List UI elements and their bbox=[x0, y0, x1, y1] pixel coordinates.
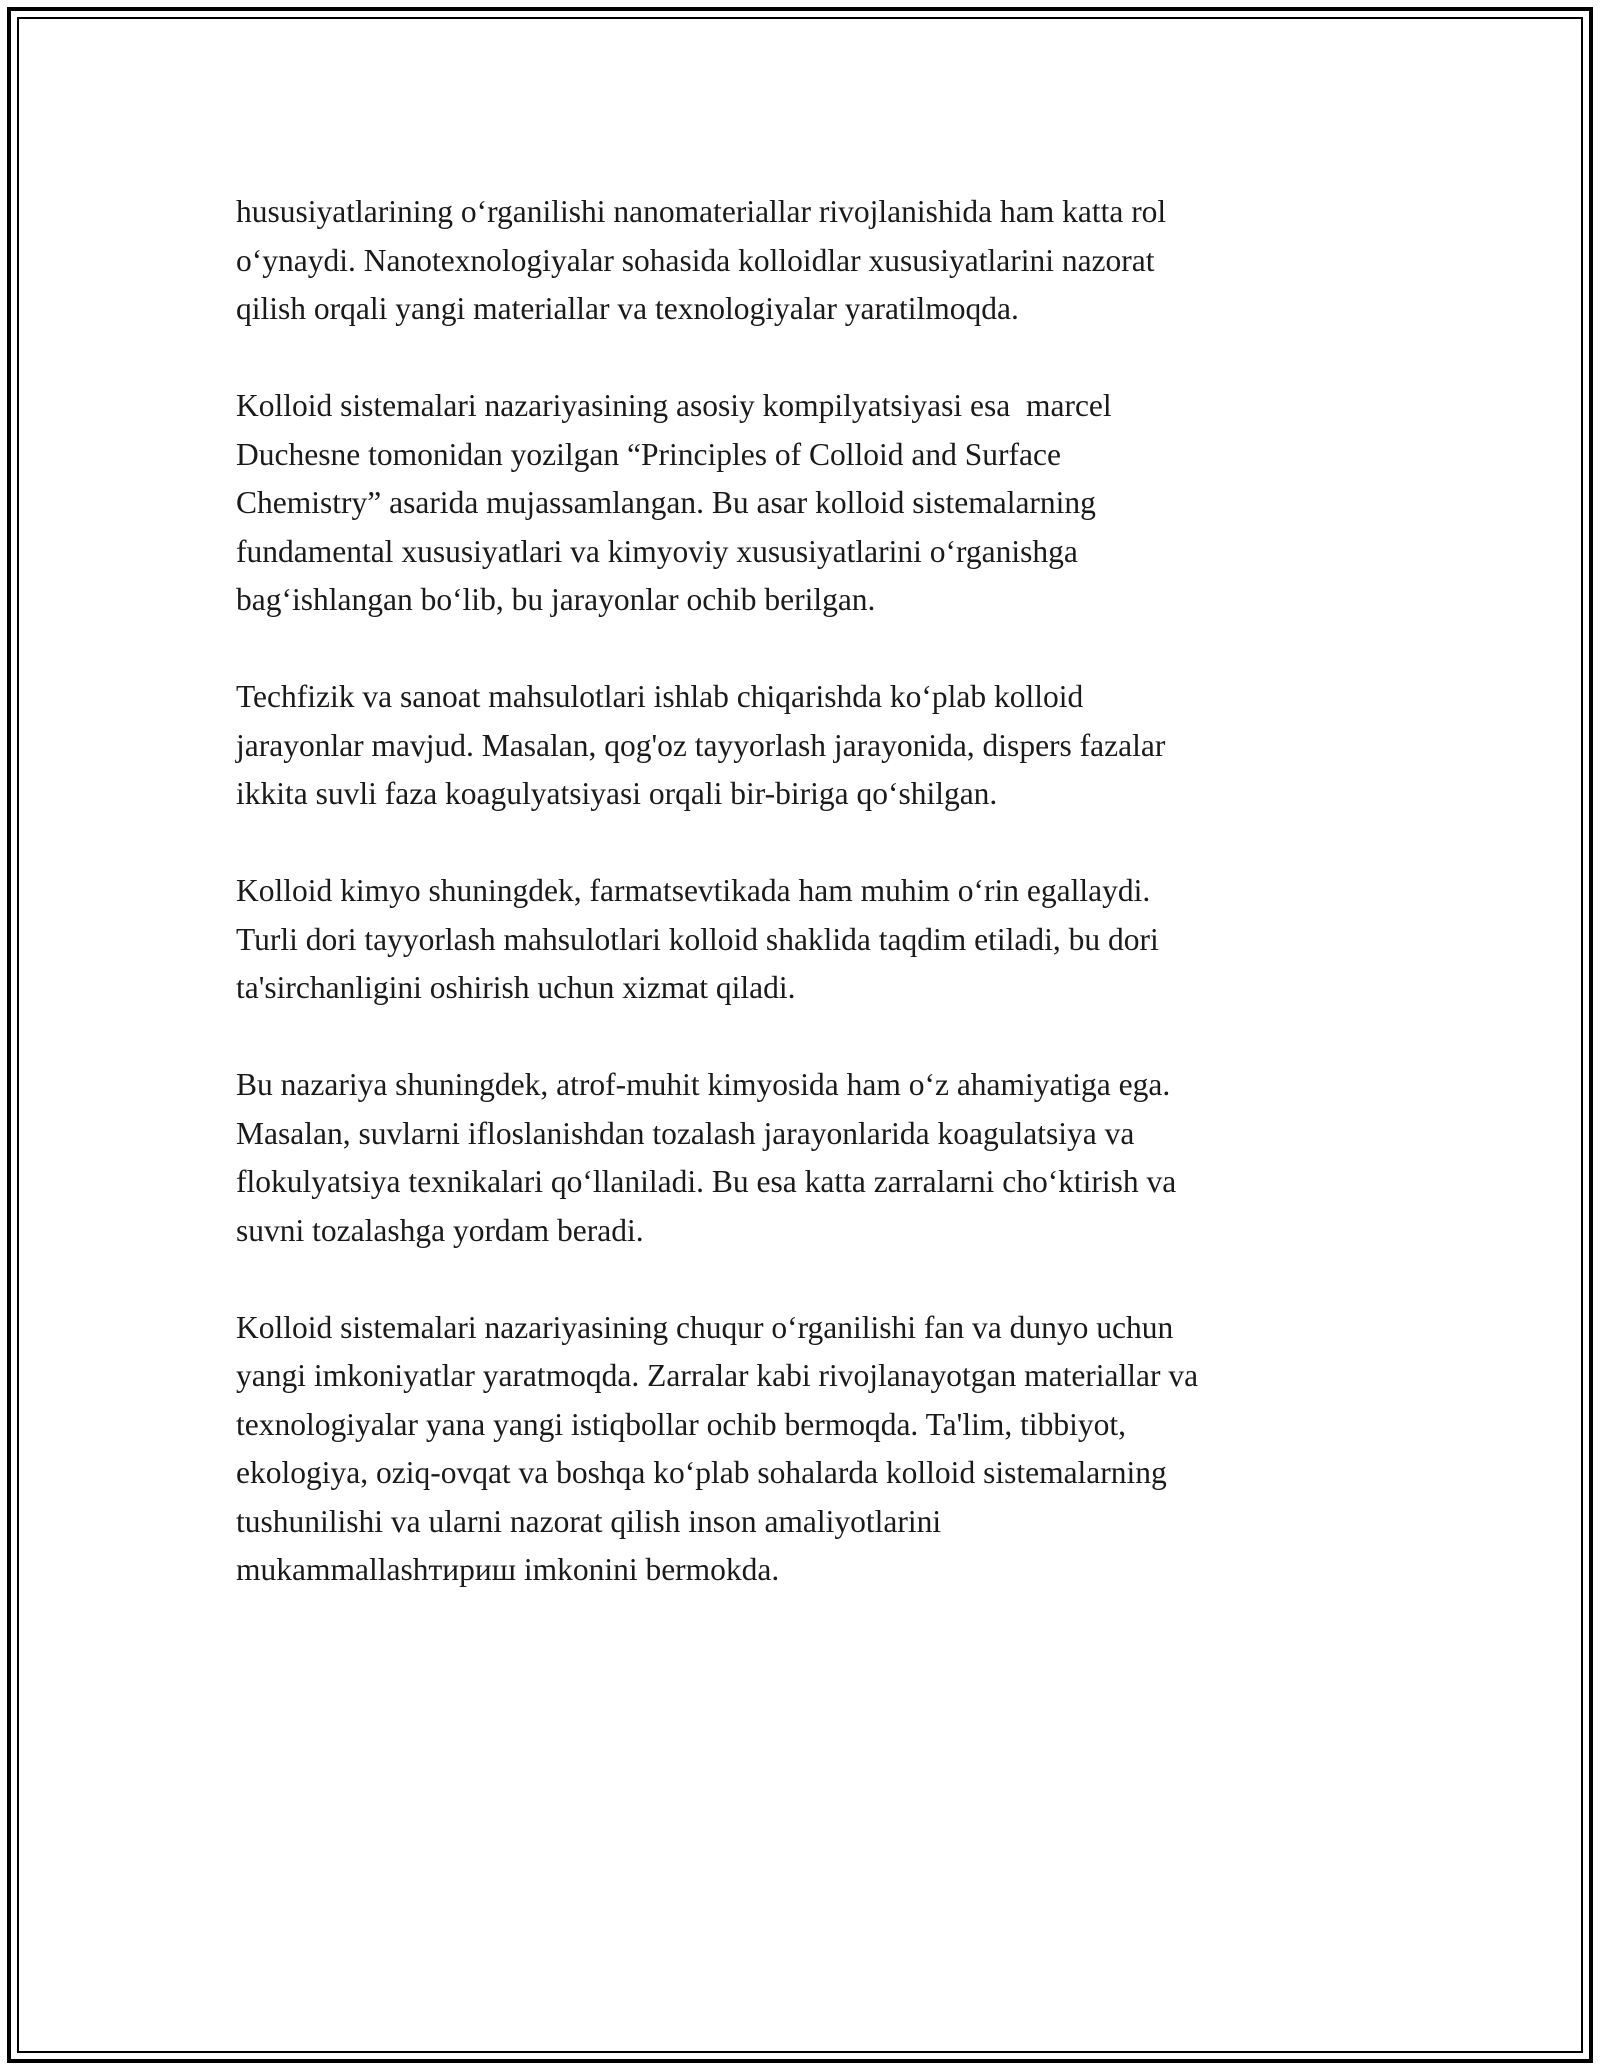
text-line: ta'sirchanligini oshirish uchun xizmat qiladi. bbox=[236, 970, 796, 1005]
text-line: o‘ynaydi. Nanotexnologiyalar sohasida kolloidlar xususiyatlarini nazorat bbox=[236, 242, 1155, 278]
text-line: Bu nazariya shuningdek, atrof-muhit kimyosida ham o‘z ahamiyatiga ega. bbox=[236, 1067, 1171, 1102]
document-body bbox=[236, 188, 1366, 1643]
text-line: yangi imkoniyatlar yaratmoqda. Zarralar kabi rivojlanayotgan materiallar va bbox=[236, 1358, 1199, 1393]
text-line: Turli dori tayyorlash mahsulotlari kolloid shaklida taqdim etiladi, bu dori bbox=[236, 921, 1159, 957]
text-line: flokulyatsiya texnikalari qo‘llaniladi. Bu esa katta zarralarni cho‘ktirish va bbox=[236, 1164, 1177, 1199]
text-line: bag‘ishlangan bo‘lib, bu jarayonlar ochib berilgan. bbox=[236, 582, 876, 617]
text-line: mukammallashтириш imkonini bermokda. bbox=[236, 1552, 780, 1587]
text-line: Masalan, suvlarni ifloslanishdan tozalash jarayonlarida koagulatsiya va bbox=[236, 1115, 1135, 1151]
text-line: hususiyatlarining o‘rganilishi nanomateriallar rivojlanishida ham katta rol bbox=[236, 194, 1167, 229]
paragraph-4 bbox=[236, 867, 1366, 1013]
paragraph-2 bbox=[236, 382, 1366, 625]
text-line: texnologiyalar yana yangi istiqbollar ochib bermoqda. Ta'lim, tibbiyot, bbox=[236, 1406, 1126, 1442]
text-line: Kolloid sistemalari nazariyasining chuqur o‘rganilishi fan va dunyo uchun bbox=[236, 1309, 1174, 1345]
text-line: suvni tozalashga yordam beradi. bbox=[236, 1212, 644, 1248]
text-line: fundamental xususiyatlari va kimyoviy xususiyatlarini o‘rganishga bbox=[236, 533, 1078, 569]
text-line: ikkita suvli faza koagulyatsiyasi orqali bir-biriga qo‘shilgan. bbox=[236, 776, 998, 811]
paragraph-6 bbox=[236, 1304, 1366, 1595]
text-line: jarayonlar mavjud. Masalan, qog'oz tayyorlash jarayonida, dispers fazalar bbox=[236, 727, 1166, 763]
text-line: tushunilishi va ularni nazorat qilish inson amaliyotlarini bbox=[236, 1503, 942, 1539]
text-line: qilish orqali yangi materiallar va texnologiyalar yaratilmoqda. bbox=[236, 291, 1019, 326]
paragraph-3 bbox=[236, 673, 1366, 819]
text-line: Techfizik va sanoat mahsulotlari ishlab chiqarishda ko‘plab kolloid bbox=[236, 679, 1084, 714]
text-line: Kolloid sistemalari nazariyasining asosiy kompilyatsiyasi esa marcel bbox=[236, 388, 1112, 423]
paragraph-1 bbox=[236, 188, 1366, 334]
paragraph-5 bbox=[236, 1061, 1366, 1255]
text-line: Chemistry” asarida mujassamlangan. Bu asar kolloid sistemalarning bbox=[236, 485, 1096, 520]
text-line: Kolloid kimyo shuningdek, farmatsevtikada ham muhim o‘rin egallaydi. bbox=[236, 873, 1151, 908]
text-line: Duchesne tomonidan yozilgan “Principles of Colloid and Surface bbox=[236, 436, 1061, 472]
text-line: ekologiya, oziq-ovqat va boshqa ko‘plab sohalarda kolloid sistemalarning bbox=[236, 1455, 1167, 1490]
